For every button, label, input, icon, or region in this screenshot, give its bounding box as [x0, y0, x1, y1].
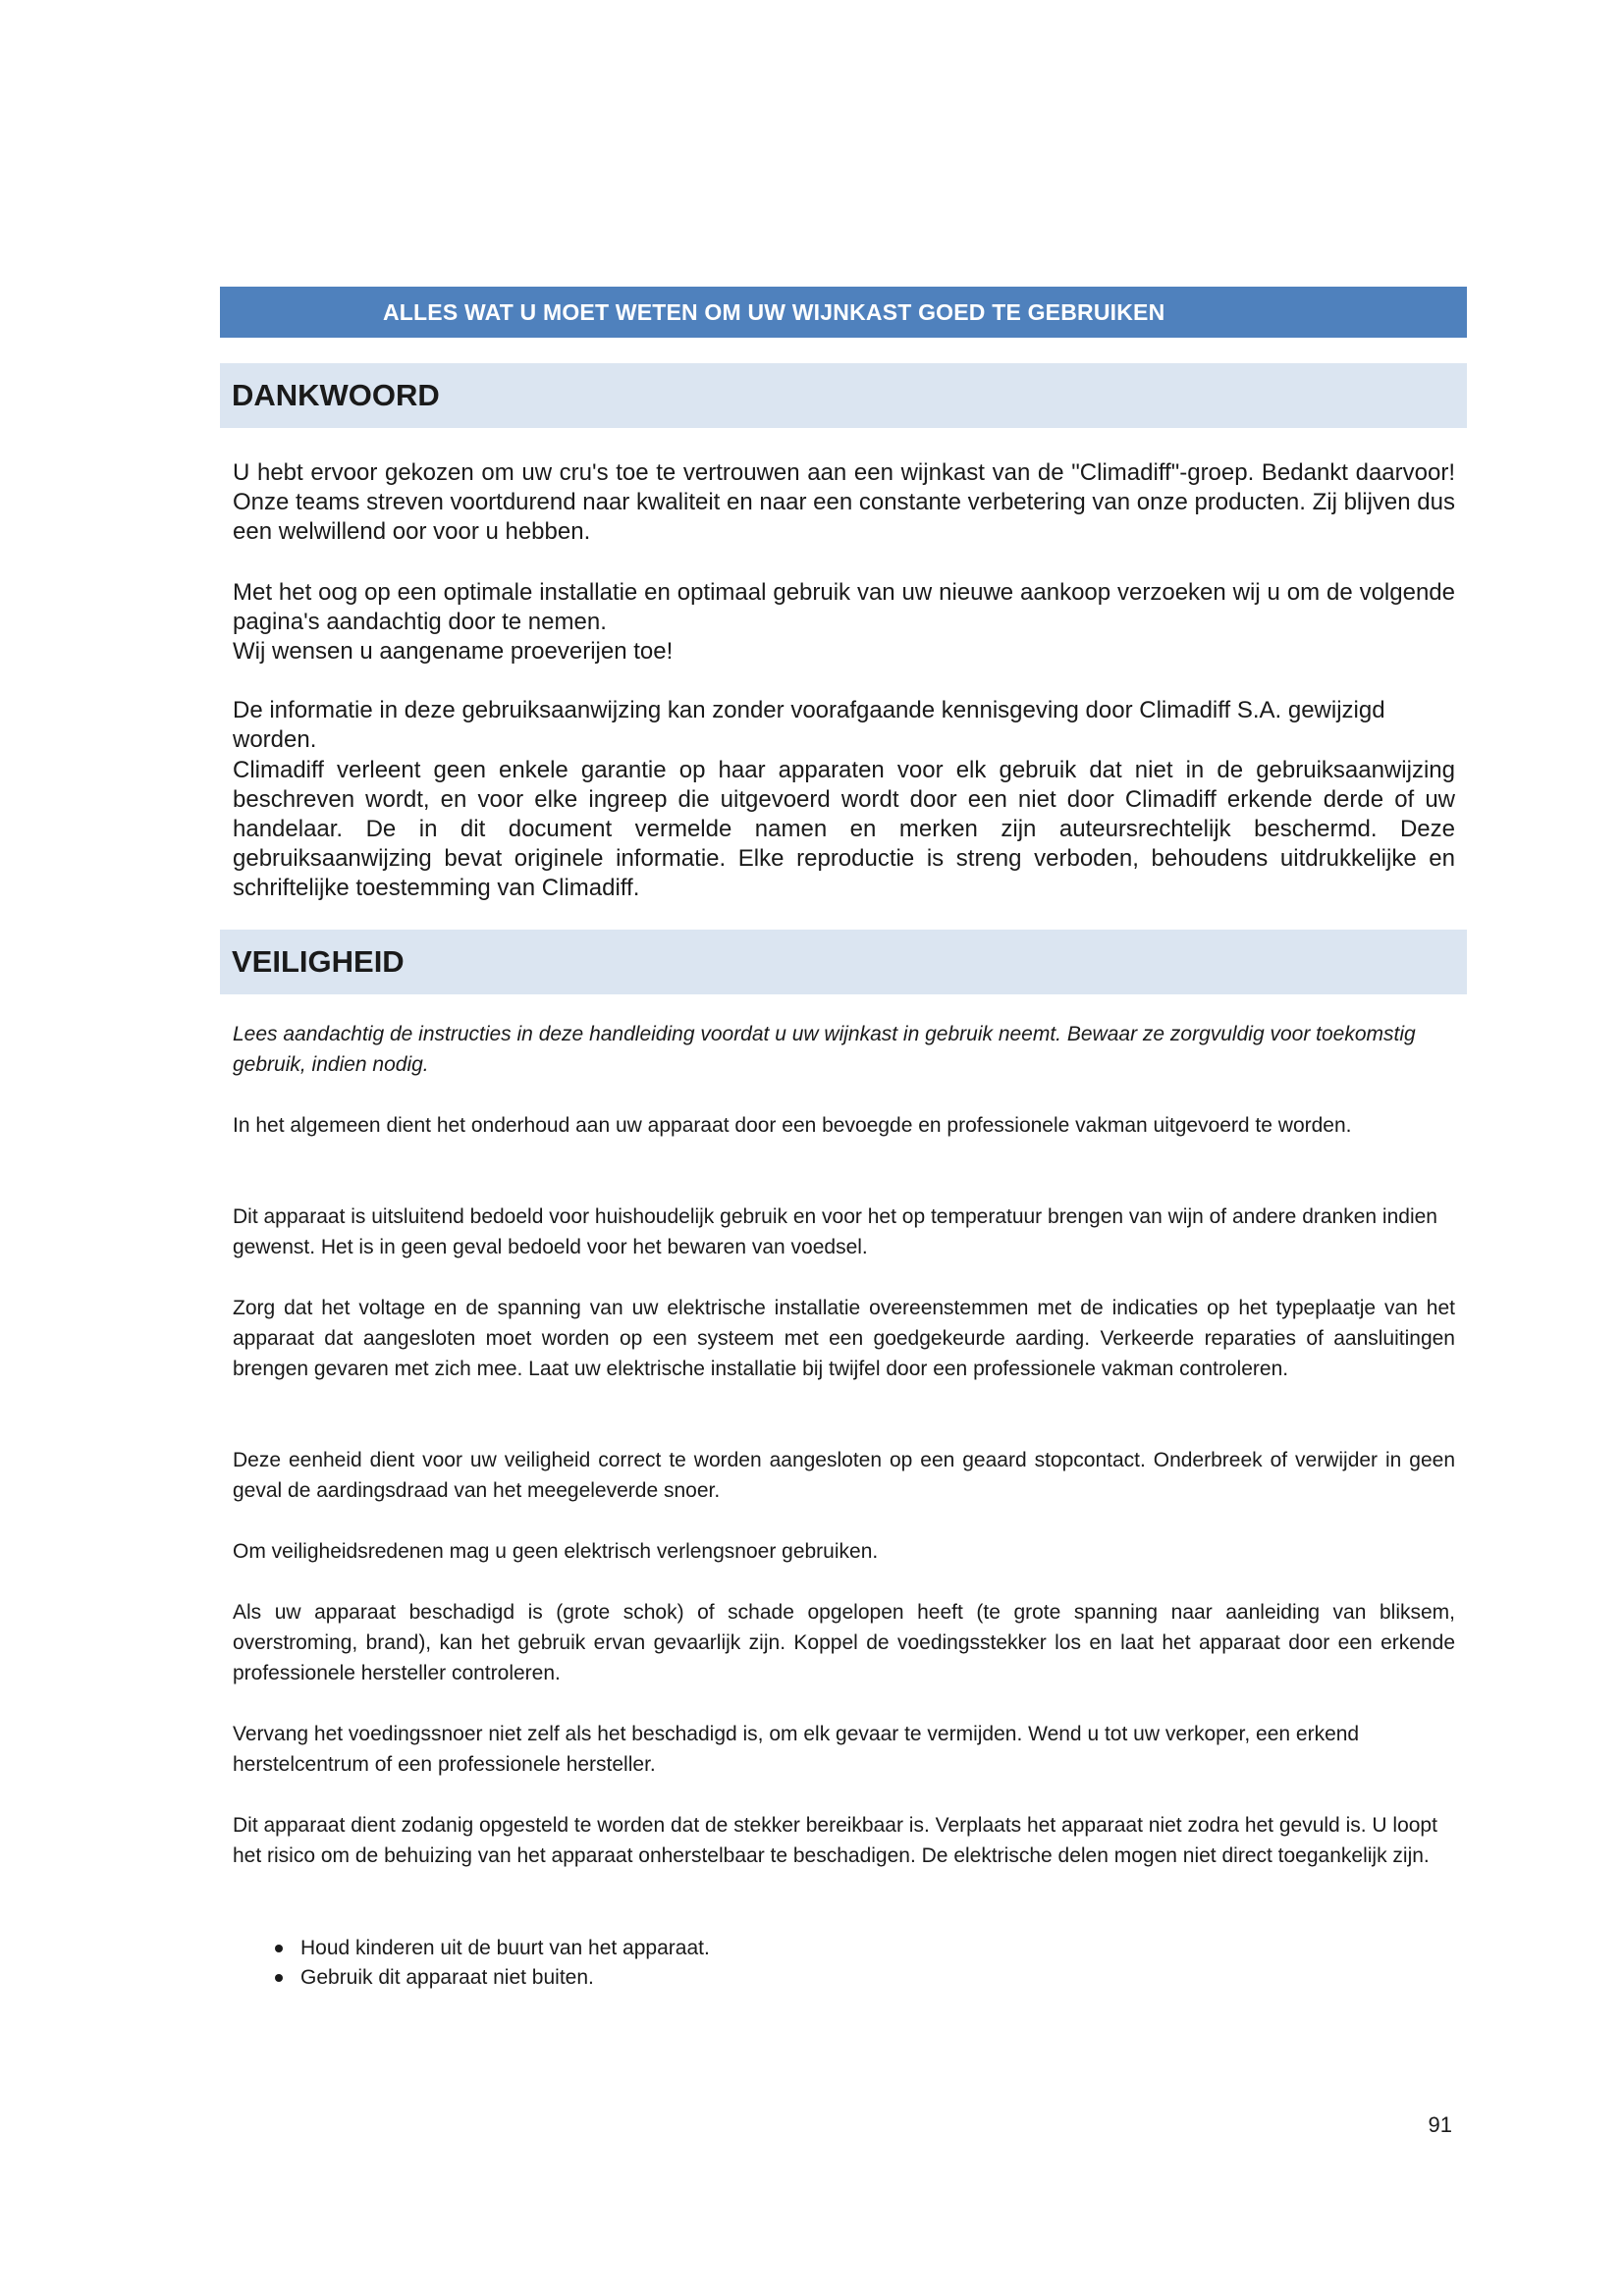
section-header-veiligheid	[220, 930, 1467, 994]
section-heading: VEILIGHEID	[232, 944, 405, 979]
bullet-icon	[275, 1974, 283, 1982]
list-item	[271, 1963, 710, 1993]
paragraph-text: In het algemeen dient het onderhoud aan uw apparaat door een bevoegde en professionele vakman uitgevoerd te worden.	[233, 1114, 1352, 1137]
paragraph	[233, 1536, 1455, 1567]
paragraph-text: Om veiligheidsredenen mag u geen elektrisch verlengsnoer gebruiken.	[233, 1540, 879, 1563]
page-number: 91	[1428, 2112, 1452, 2137]
bullet-icon	[275, 1945, 283, 1952]
list-item	[271, 1934, 710, 1963]
banner-title: ALLES WAT U MOET WETEN OM UW WIJNKAST GOED TE GEBRUIKEN	[383, 299, 1165, 325]
list-item-text: Gebruik dit apparaat niet buiten.	[300, 1966, 594, 1989]
paragraph	[233, 1719, 1455, 1780]
paragraph-text: De informatie in deze gebruiksaanwijzing kan zonder voorafgaande kennisgeving door Climadiff S.A. gewijzigd worden.	[233, 697, 1385, 753]
section-header-dankwoord	[220, 363, 1467, 428]
paragraph-text: Zorg dat het voltage en de spanning van uw elektrische installatie overeenstemmen met de indicaties op het typeplaatje van het apparaat dat aangesloten moet worden op een systeem met een goedgekeurde aarding. Verkeerde reparaties of aansluitingen brengen gevaren met zich mee. Laat uw elektrische installatie bij twijfel door een professionele vakman controleren.	[233, 1297, 1455, 1380]
section-heading: DANKWOORD	[232, 378, 440, 412]
paragraph-text: Lees aandachtig de instructies in deze handleiding voordat u uw wijnkast in gebruik neemt. Bewaar ze zorgvuldig voor toekomstig gebruik, indien nodig.	[233, 1023, 1416, 1076]
paragraph	[233, 1293, 1455, 1384]
paragraph-text: Dit apparaat dient zodanig opgesteld te worden dat de stekker bereikbaar is. Verplaats het apparaat niet zodra het gevuld is. U loopt het risico om de behuizing van het apparaat onherstelbaar te beschadigen. De elektrische delen mogen niet direct toegankelijk zijn.	[233, 1814, 1437, 1867]
paragraph	[233, 1201, 1455, 1262]
paragraph	[233, 696, 1455, 755]
bullet-list	[271, 1934, 710, 1993]
paragraph	[233, 578, 1455, 667]
title-banner	[220, 287, 1467, 338]
paragraph	[233, 1019, 1455, 1080]
paragraph	[233, 1810, 1455, 1871]
paragraph-text: Climadiff verleent geen enkele garantie op haar apparaten voor elk gebruik dat niet in de gebruiksaanwijzing beschreven wordt, en voor elke ingreep die uitgevoerd wordt door een niet door Climadiff erkende derde of uw handelaar. De in dit document vermelde namen en merken zijn auteursrechtelijk beschermd. Deze gebruiksaanwijzing bevat originele informatie. Elke reproductie is streng verboden, behoudens uitdrukkelijke en schriftelijke toestemming van Climadiff.	[233, 757, 1455, 901]
paragraph-text: Dit apparaat is uitsluitend bedoeld voor huishoudelijk gebruik en voor het op temperatuur brengen van wijn of andere dranken indien gewenst. Het is in geen geval bedoeld voor het bewaren van voedsel.	[233, 1205, 1437, 1258]
paragraph	[233, 458, 1455, 547]
paragraph	[233, 1445, 1455, 1506]
paragraph-text: U hebt ervoor gekozen om uw cru's toe te vertrouwen aan een wijnkast van de "Climadiff"-groep. Bedankt daarvoor! Onze teams streven voortdurend naar kwaliteit en naar een constante verbetering van onze producten. Zij blijven dus een welwillend oor voor u hebben.	[233, 459, 1455, 545]
paragraph	[233, 756, 1455, 903]
paragraph-text: Als uw apparaat beschadigd is (grote schok) of schade opgelopen heeft (te grote spanning naar aanleiding van bliksem, overstroming, brand), kan het gebruik ervan gevaarlijk zijn. Koppel de voedingsstekker los en laat het apparaat door een erkende professionele hersteller controleren.	[233, 1601, 1455, 1684]
paragraph-text: Met het oog op een optimale installatie en optimaal gebruik van uw nieuwe aankoop verzoeken wij u om de volgende pagina's aandachtig door te nemen.	[233, 579, 1455, 635]
paragraph	[233, 1597, 1455, 1688]
paragraph-text: Wij wensen u aangename proeverijen toe!	[233, 638, 674, 665]
paragraph-text: Deze eenheid dient voor uw veiligheid correct te worden aangesloten op een geaard stopcontact. Onderbreek of verwijder in geen geval de aardingsdraad van het meegeleverde snoer.	[233, 1449, 1455, 1502]
paragraph-text: Vervang het voedingssnoer niet zelf als het beschadigd is, om elk gevaar te vermijden. Wend u tot uw verkoper, een erkend herstelcentrum of een professionele hersteller.	[233, 1723, 1360, 1776]
list-item-text: Houd kinderen uit de buurt van het apparaat.	[300, 1937, 710, 1959]
paragraph	[233, 1110, 1455, 1141]
